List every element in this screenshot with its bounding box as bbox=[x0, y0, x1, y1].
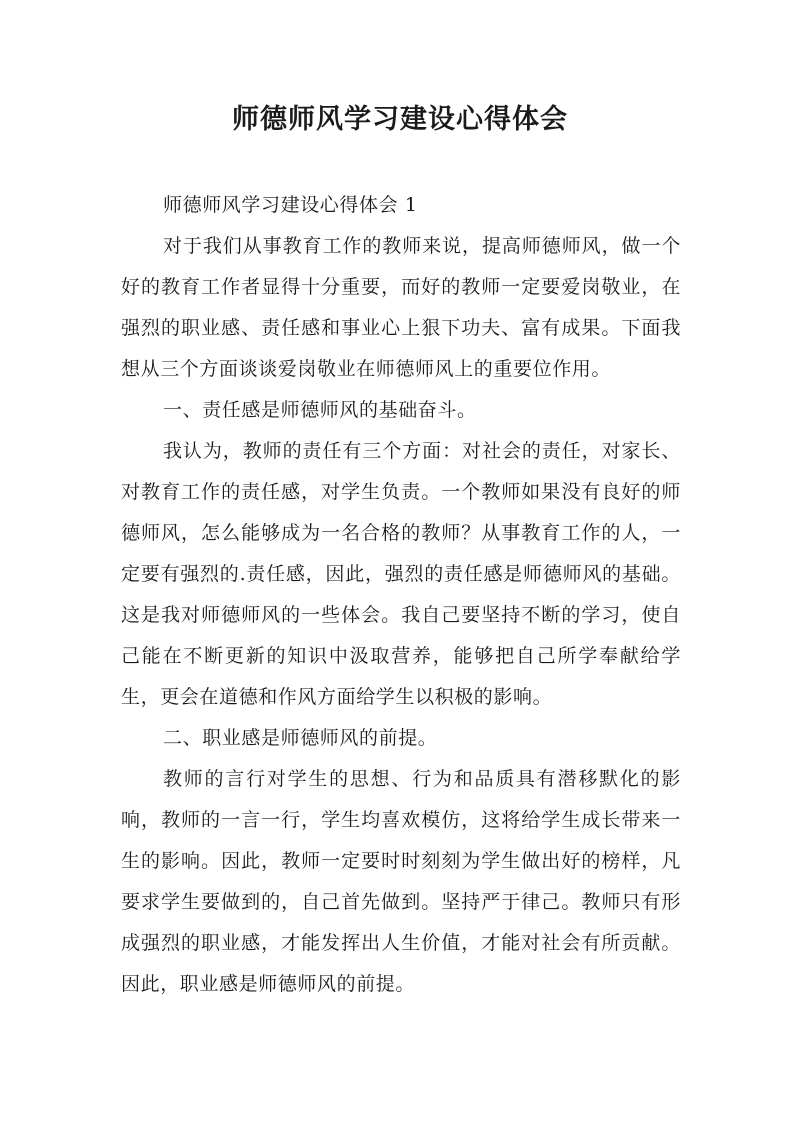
subtitle-paragraph: 师德师风学习建设心得体会 1 bbox=[163, 194, 418, 216]
document-body bbox=[121, 185, 681, 1005]
responsibility-paragraph: 我认为，教师的责任有三个方面：对社会的责任，对家长、对教育工作的责任感，对学生负责。一个教师如果没有良好的师德师风，怎么能够成为一名合格的教师？从事教育工作的人，一定要有强烈的.责任感，因此，强烈的责任感是师德师风的基础。这是我对师德师风的一些体会。我自己要坚持不断的学习，使自己能在不断更新的知识中汲取营养，能够把自己所学奉献给学生，更会在道德和作风方面给学生以积极的影响。 bbox=[121, 440, 681, 708]
professionalism-paragraph: 教师的言行对学生的思想、行为和品质具有潜移默化的影响，教师的一言一行，学生均喜欢模仿，这将给学生成长带来一生的影响。因此，教师一定要时时刻刻为学生做出好的榜样，凡要求学生要做到的，自己首先做到。坚持严于律己。教师只有形成强烈的职业感，才能发挥出人生价值，才能对社会有所贡献。因此，职业感是师德师风的前提。 bbox=[121, 768, 681, 995]
section-heading-responsibility: 一、责任感是师德师风的基础奋斗。 bbox=[163, 399, 477, 421]
intro-paragraph: 对于我们从事教育工作的教师来说，提高师德师风，做一个好的教育工作者显得十分重要，而好的教师一定要爱岗敬业，在强烈的职业感、责任感和事业心上狠下功夫、富有成果。下面我想从三个方面谈谈爱岗敬业在师德师风上的重要位作用。 bbox=[121, 235, 681, 380]
document-title: 师德师风学习建设心得体会 bbox=[232, 104, 568, 135]
section-heading-professionalism: 二、职业感是师德师风的前提。 bbox=[163, 727, 438, 749]
